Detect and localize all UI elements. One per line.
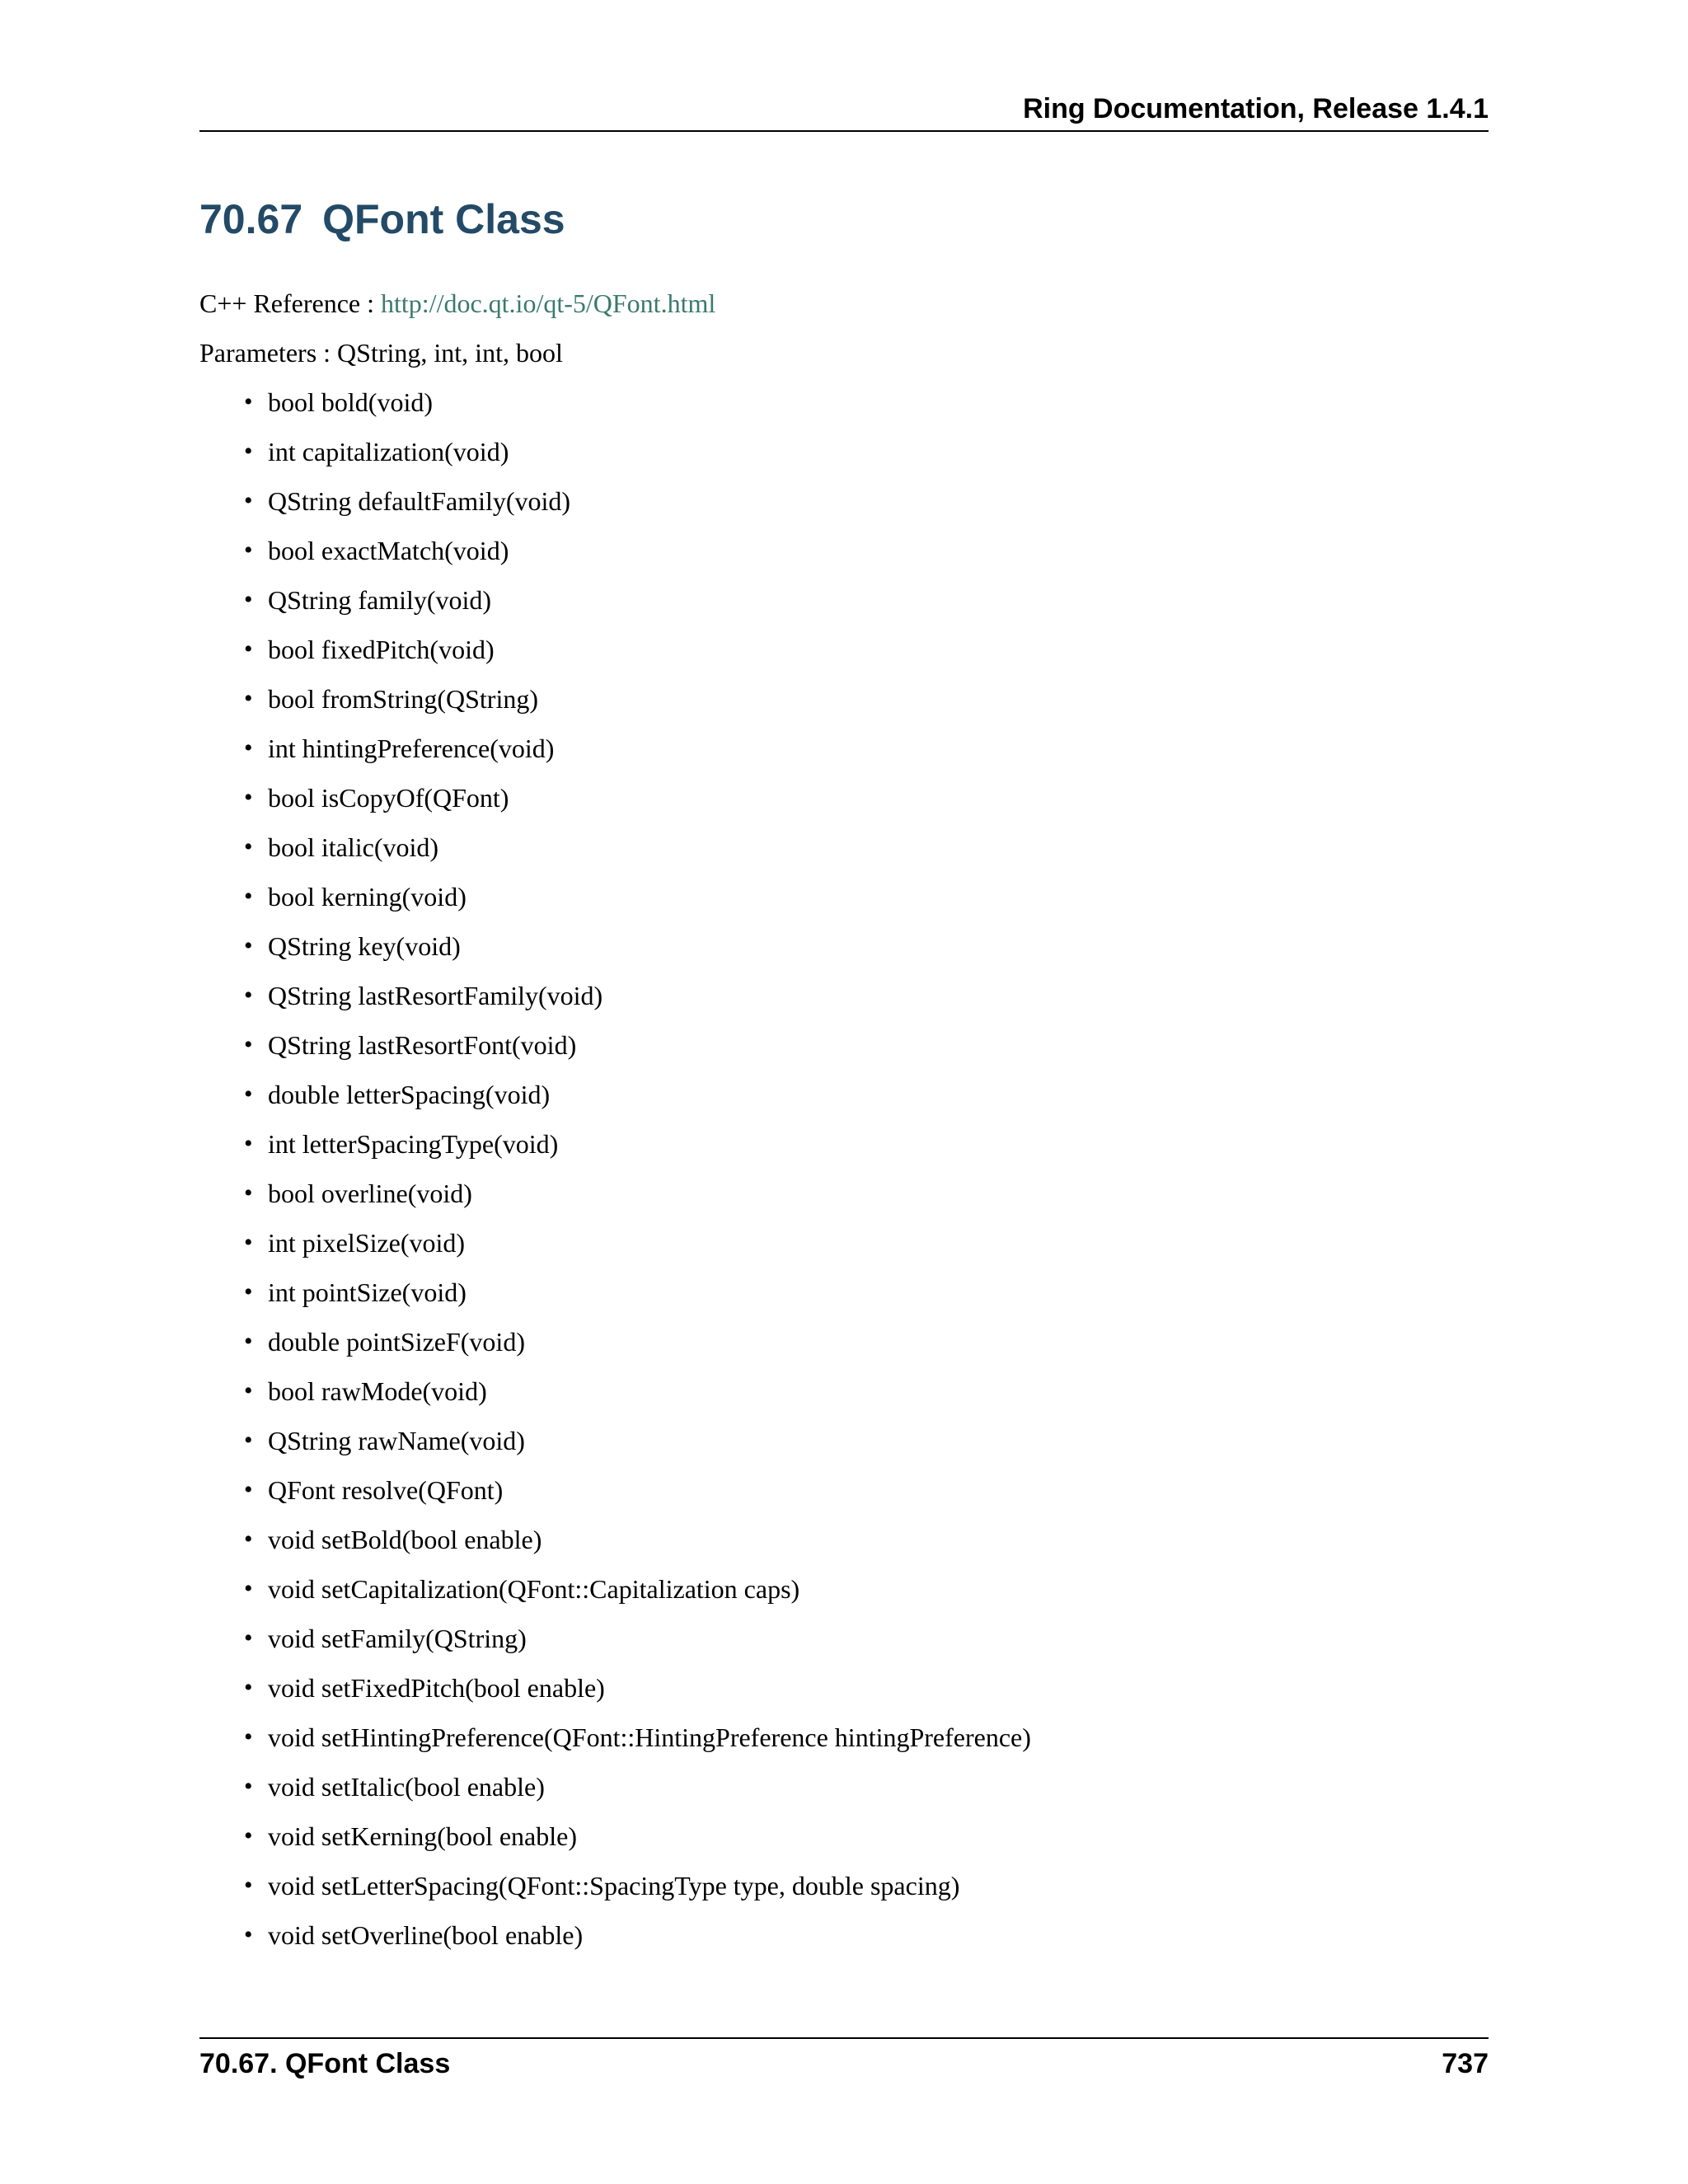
method-signature: double letterSpacing(void) (268, 1080, 551, 1109)
bullet-glyph: • (244, 784, 253, 811)
method-signature: void setKerning(bool enable) (268, 1821, 577, 1851)
bullet-glyph: • (244, 1130, 253, 1157)
bullet-glyph: • (244, 1031, 253, 1058)
bullet-glyph: • (244, 1723, 253, 1750)
method-signature: bool exactMatch(void) (268, 536, 509, 565)
method-signature: int hintingPreference(void) (268, 733, 555, 763)
page-header (199, 91, 1489, 132)
method-signature: void setBold(bool enable) (268, 1525, 542, 1554)
method-signature: bool bold(void) (268, 387, 433, 417)
method-signature: int pixelSize(void) (268, 1228, 466, 1258)
method-signature: int letterSpacingType(void) (268, 1129, 559, 1159)
bullet-glyph: • (244, 487, 253, 514)
bullet-glyph: • (244, 1526, 253, 1553)
bullet-glyph: • (244, 1624, 253, 1652)
bullet-glyph: • (244, 1179, 253, 1207)
bullet-glyph: • (244, 1377, 253, 1404)
method-signature: int pointSize(void) (268, 1277, 467, 1307)
bullet-glyph: • (244, 635, 253, 663)
bullet-glyph: • (244, 1080, 253, 1108)
footer-page-number: 737 (1442, 2048, 1489, 2079)
bullet-glyph: • (244, 1921, 253, 1948)
footer-section-label: 70.67. QFont Class (199, 2048, 451, 2079)
method-signature: int capitalization(void) (268, 437, 509, 466)
parameters-line: Parameters : QString, int, int, bool (199, 338, 563, 368)
method-signature: QString defaultFamily(void) (268, 486, 571, 516)
method-signature: void setOverline(bool enable) (268, 1920, 584, 1950)
method-signature: QString family(void) (268, 585, 492, 615)
method-signature: void setCapitalization(QFont::Capitalization caps) (268, 1574, 800, 1604)
header-title: Ring Documentation, Release 1.4.1 (1023, 93, 1489, 124)
bullet-glyph: • (244, 883, 253, 910)
method-signature: void setItalic(bool enable) (268, 1772, 545, 1802)
method-signature: bool fixedPitch(void) (268, 635, 495, 664)
bullet-glyph: • (244, 833, 253, 860)
section-title: QFont Class (322, 196, 565, 242)
bullet-glyph: • (244, 1575, 253, 1602)
method-signature: QString key(void) (268, 931, 461, 961)
bullet-glyph: • (244, 1328, 253, 1355)
method-signature: void setFixedPitch(bool enable) (268, 1673, 605, 1703)
method-signature: bool italic(void) (268, 832, 439, 862)
bullet-glyph: • (244, 1674, 253, 1701)
bullet-glyph: • (244, 1229, 253, 1256)
bullet-glyph: • (244, 1822, 253, 1849)
bullet-glyph: • (244, 734, 253, 762)
bullet-glyph: • (244, 982, 253, 1009)
bullet-glyph: • (244, 1773, 253, 1800)
bullet-glyph: • (244, 1278, 253, 1305)
method-signature: QString lastResortFamily(void) (268, 981, 603, 1010)
cpp-reference-line (199, 285, 715, 321)
method-signature: bool kerning(void) (268, 882, 467, 912)
bullet-glyph: • (244, 586, 253, 613)
page-footer (199, 2037, 1489, 2088)
bullet-glyph: • (244, 685, 253, 712)
section-heading (199, 193, 565, 246)
method-signature: bool rawMode(void) (268, 1376, 487, 1406)
cpp-reference-link[interactable]: http://doc.qt.io/qt-5/QFont.html (381, 288, 716, 318)
cpp-reference-label: C++ Reference : (199, 288, 381, 318)
bullet-glyph: • (244, 1476, 253, 1503)
bullet-glyph: • (244, 1427, 253, 1454)
bullet-glyph: • (244, 1872, 253, 1899)
method-signature: bool fromString(QString) (268, 684, 538, 714)
method-signature: void setLetterSpacing(QFont::SpacingType type, double spacing) (268, 1871, 960, 1900)
method-signature: QString rawName(void) (268, 1426, 525, 1455)
method-signature: void setHintingPreference(QFont::HintingPreference hintingPreference) (268, 1722, 1031, 1752)
bullet-glyph: • (244, 388, 253, 415)
method-signature: QFont resolve(QFont) (268, 1475, 504, 1505)
section-number: 70.67 (199, 196, 303, 242)
method-signature: QString lastResortFont(void) (268, 1030, 577, 1060)
bullet-glyph: • (244, 438, 253, 465)
bullet-glyph: • (244, 932, 253, 959)
method-signature: bool isCopyOf(QFont) (268, 783, 509, 813)
method-signature: bool overline(void) (268, 1179, 472, 1208)
method-signature: double pointSizeF(void) (268, 1327, 525, 1357)
method-signature: void setFamily(QString) (268, 1624, 527, 1653)
bullet-glyph: • (244, 537, 253, 564)
